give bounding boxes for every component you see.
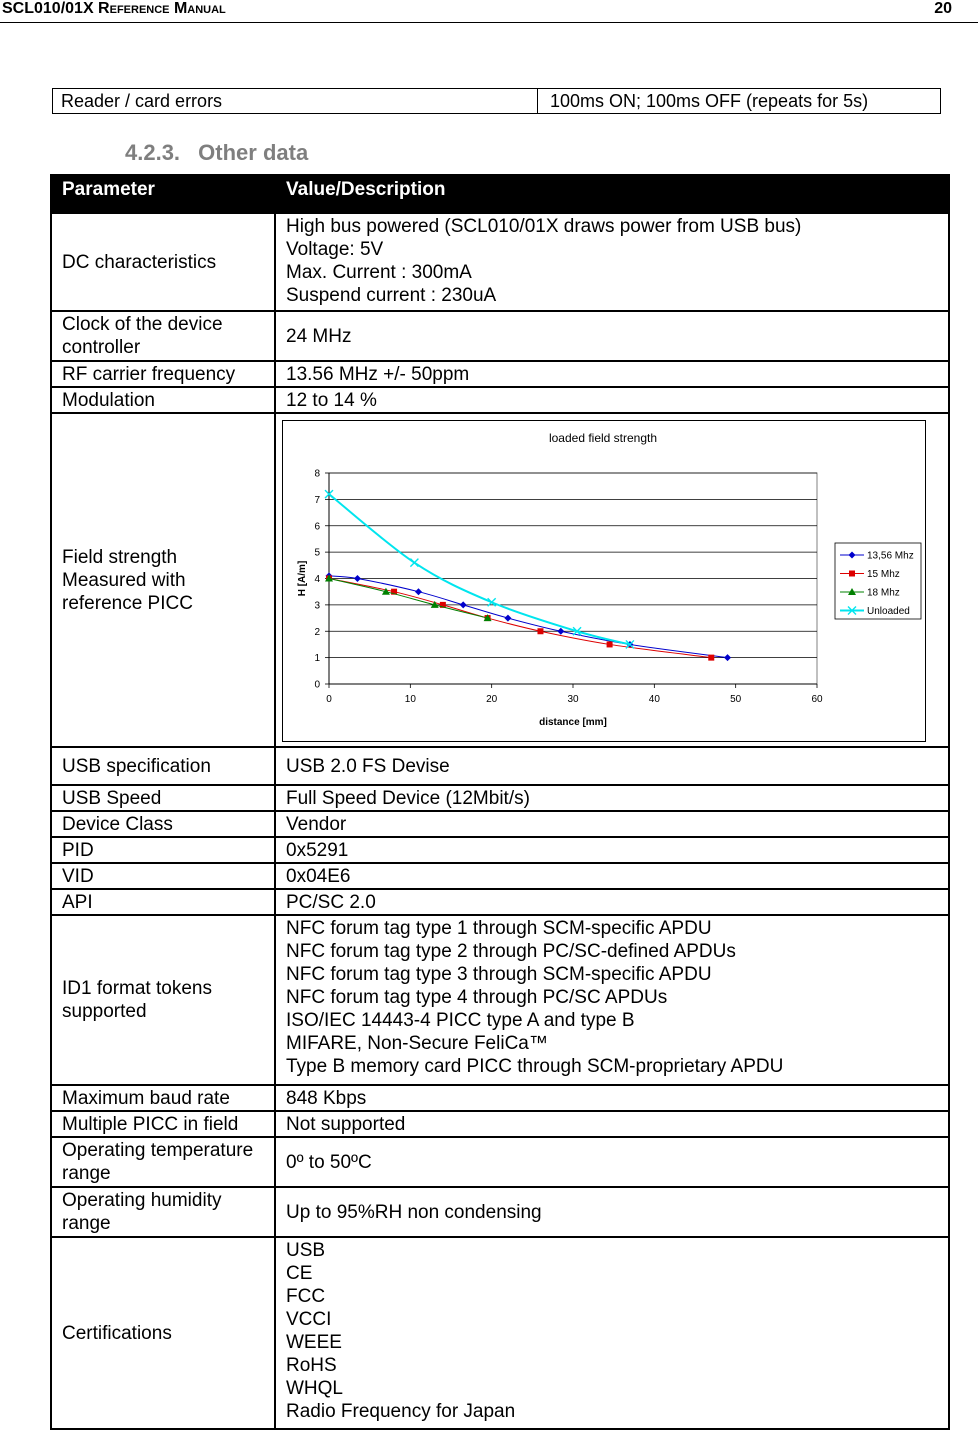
table-row [51,889,949,915]
other-data-table [50,174,950,1430]
data-point [724,654,731,661]
header-value: Value/Description [275,175,949,213]
x-tick-label: 10 [404,694,416,705]
param-cell: Device Class [51,811,275,837]
table-body [51,213,949,1429]
table-row [51,387,949,413]
table-row [51,863,949,889]
value-line: Not supported [286,1113,406,1135]
data-point [504,615,511,622]
value-line: 12 to 14 % [286,389,377,411]
table-row [51,1187,949,1237]
value-line: ISO/IEC 14443-4 PICC type A and type B [286,1010,635,1031]
value-line: WEEE [286,1332,342,1353]
value-cell [275,1237,949,1429]
data-point [460,601,467,608]
value-line: Suspend current : 230uA [286,285,497,306]
value-line: FCC [286,1286,326,1307]
table-row [51,785,949,811]
param-cell: API [51,889,275,915]
legend-label: 15 Mhz [867,569,900,580]
x-tick-label: 0 [326,694,332,705]
value-cell [275,387,949,413]
value-line: NFC forum tag type 2 through PC/SC-defined APDUs [286,941,736,962]
table-row [51,213,949,311]
param-cell: Multiple PICC in field [51,1111,275,1137]
value-cell [275,863,949,889]
data-point [410,559,418,567]
table-row [51,311,949,361]
y-tick-label: 2 [314,626,320,638]
value-line: Vendor [286,813,347,835]
data-point [607,641,613,647]
value-line: NFC forum tag type 3 through SCM-specific APDU [286,964,712,985]
y-tick-label: 5 [314,547,320,559]
reader-errors-label: Reader / card errors [53,89,538,113]
table-row [51,811,949,837]
x-tick-label: 40 [648,694,660,705]
value-line: USB 2.0 FS Devise [286,755,450,777]
value-cell [275,361,949,387]
data-point [415,588,422,595]
value-cell [275,785,949,811]
chart-title: loaded field strength [548,431,658,445]
value-cell [275,1137,949,1187]
value-cell [275,1187,949,1237]
value-cell [275,837,949,863]
table-row [51,361,949,387]
y-tick-label: 0 [314,679,320,691]
table-row [51,1237,949,1429]
value-line: High bus powered (SCL010/01X draws power from USB bus) [286,216,802,237]
value-cell [275,213,949,311]
field-strength-chart [282,420,926,742]
section-number: 4.2.3. [125,140,181,165]
y-tick-label: 3 [314,600,320,612]
value-line: RoHS [286,1355,337,1376]
legend-label: 13,56 Mhz [867,550,914,562]
table-row [51,1085,949,1111]
table-row [51,1111,949,1137]
param-cell: USB specification [51,747,275,785]
value-line: 0º to 50ºC [286,1151,372,1173]
value-line: Max. Current : 300mA [286,262,472,283]
reader-errors-table [52,88,941,114]
param-cell: RF carrier frequency [51,361,275,387]
value-line: 24 MHz [286,325,352,347]
value-line: CE [286,1263,313,1284]
x-tick-label: 60 [811,694,823,705]
value-line: PC/SC 2.0 [286,891,376,913]
param-cell: Operating temperature range [51,1137,275,1187]
value-line: MIFARE, Non-Secure FeliCa™ [286,1033,548,1054]
section-title: Other data [198,140,309,165]
value-line: VCCI [286,1309,332,1330]
x-tick-label: 30 [567,694,579,705]
legend-label: 18 Mhz [867,587,900,599]
table-row [51,413,949,747]
param-cell: Certifications [51,1237,275,1429]
data-point [849,571,855,577]
param-cell: Maximum baud rate [51,1085,275,1111]
value-line: Up to 95%RH non condensing [286,1201,542,1223]
data-point [708,655,714,661]
param-cell: Operating humidity range [51,1187,275,1237]
value-line: NFC forum tag type 1 through SCM-specific APDU [286,918,712,939]
value-line: 13.56 MHz +/- 50ppm [286,363,470,385]
param-cell: DC characteristics [51,213,275,311]
page-header [0,0,978,23]
param-cell: Clock of the device controller [51,311,275,361]
page-number: 20 [934,0,952,17]
y-tick-label: 1 [314,653,320,665]
y-tick-label: 6 [314,521,320,533]
value-cell [275,311,949,361]
value-line: 848 Kbps [286,1087,367,1109]
reader-errors-value: 100ms ON; 100ms OFF (repeats for 5s) [550,91,869,111]
value-line: Type B memory card PICC through SCM-proprietary APDU [286,1056,784,1077]
value-line: Voltage: 5V [286,239,384,260]
data-point [354,575,361,582]
table-header-row [51,175,949,213]
x-tick-label: 50 [730,694,742,705]
legend-label: Unloaded [867,606,910,617]
x-axis-label: distance [mm] [539,717,607,728]
y-axis-label: H [A/m] [297,560,308,597]
value-line: WHQL [286,1378,343,1399]
header-parameter: Parameter [51,175,275,213]
table-row [51,915,949,1085]
value-cell [275,413,949,747]
param-cell: Modulation [51,387,275,413]
y-tick-label: 8 [314,468,320,480]
value-cell [275,1085,949,1111]
value-cell [275,889,949,915]
table-row [51,1137,949,1187]
value-cell [275,811,949,837]
x-tick-label: 20 [486,694,498,705]
value-cell [275,1111,949,1137]
table-row [51,837,949,863]
y-tick-label: 4 [314,574,320,585]
param-cell: VID [51,863,275,889]
y-tick-label: 7 [314,494,320,506]
param-cell: PID [51,837,275,863]
value-line: 0x5291 [286,839,349,861]
param-cell: ID1 format tokens supported [51,915,275,1085]
series-line [329,494,630,644]
section-heading [125,140,308,166]
chart-svg [283,421,925,741]
value-line: Full Speed Device (12Mbit/s) [286,787,530,809]
value-line: USB [286,1240,326,1261]
table-row [51,747,949,785]
value-line: 0x04E6 [286,865,351,887]
value-line: NFC forum tag type 4 through PC/SC APDUs [286,987,668,1008]
value-cell [275,747,949,785]
value-line: Radio Frequency for Japan [286,1401,516,1422]
value-cell [275,915,949,1085]
header-title: SCL010/01X Reference Manual [2,0,226,17]
data-point [557,628,564,635]
param-cell: Field strength Measured with reference PICC [51,413,275,747]
data-point [537,628,543,634]
param-cell: USB Speed [51,785,275,811]
series-line [329,579,488,619]
